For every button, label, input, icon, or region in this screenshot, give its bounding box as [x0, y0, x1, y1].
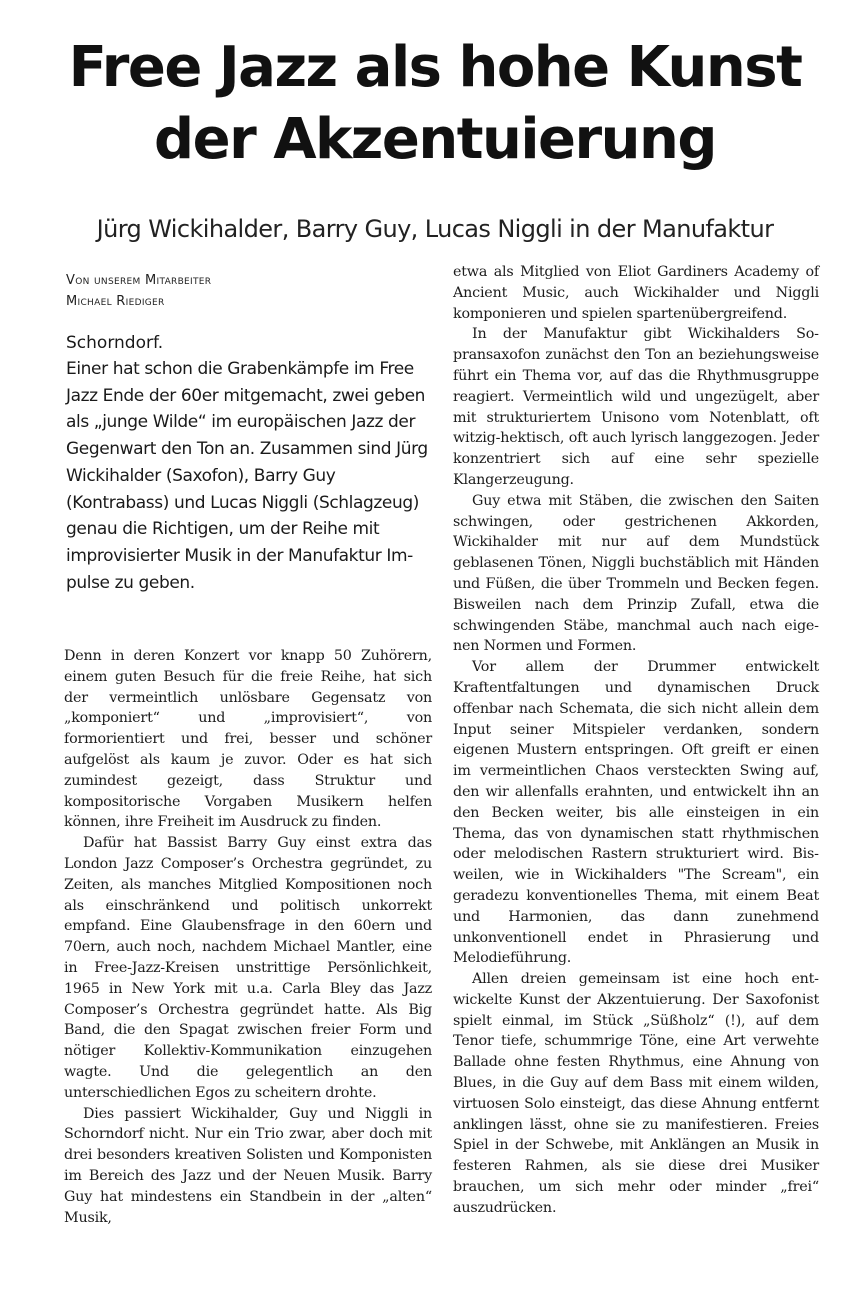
body-paragraph: Dafür hat Bassist Barry Guy einst extra das London Jazz Composer’s Orchestra gegründet, zu Zeiten, als manches Mitglied Kompositionen noch als einschränkend und politisch unkorrekt empfand. Eine Glaubensfrage in den 60ern und 70ern, auch noch, nachdem Michael Mantler, eine in Free-Jazz-Kreisen unstrittige Persönlichkeit, 1965 in New York mit u.a. Carla Bley das Jazz Composer’s Orchestra gegründet hatte. Als Big Band, die den Spagat zwischen freier Form und nötiger Kollektiv-Kommunikation einzugehen wagte. Und die gelegentlich an den unterschiedlichen Egos zu scheitern drohte. [64, 835, 432, 1101]
body-paragraph: Vor allem der Drummer entwickelt Kraftentfaltungen und dynamischen Druck offenbar nach Schemata, die sich nicht allein dem Input seiner Mitspieler verdanken, sondern eigenen Mustern entspringen. Oft greift er einen im vermeintlichen Chaos versteckten Swing auf, den wir allenfalls erahnten, und entwickelt ihn an den Becken weiter, bis alle einsteigen in ein Thema, das von dynamischen statt rhythmischen oder melodischen Rastern strukturiert wird. Bisweilen, wie in Wickihalders "The Scream", ein geradezu konventionelles Thema, mit einem Beat und Harmonien, das dann zunehmend unkonventionell endet in Phrasierung und Melodieführung. [453, 659, 819, 967]
body-column-right [453, 262, 819, 1219]
article-headline [40, 32, 830, 176]
byline-line-1: Von unserem Mitarbeiter [66, 273, 212, 288]
body-paragraph: Allen dreien gemeinsam ist eine hoch entwickelte Kunst der Akzentuierung. Der Saxofonist spielt einmal, im Stück „Süßholz“ (!), auf dem Tenor tiefe, schummrige Töne, eine Art verwehte Ballade ohne festen Rhythmus, eine Ahnung von Blues, in die Guy auf dem Bass mit einem wilden, virtuosen Solo einsteigt, das diese Ahnung entfernt anklingen lässt, ohne sie zu manifestieren. Freies Spiel in der Schwebe, mit Anklängen an Musik in festeren Rahmen, als sie diese drei Musiker brauchen, um sich mehr oder minder „frei“ auszudrücken. [453, 971, 819, 1216]
dateline: Schorndorf. [66, 333, 164, 353]
body-paragraph: Guy etwa mit Stäben, die zwischen den Saiten schwingen, oder gestrichenen Akkorden, Wickihalder mit nur auf dem Mundstück geblasenen Tönen, Niggli buchstäblich mit Händen und Füßen, die über Trommeln und Becken fegen. Bisweilen nach dem Prinzip Zufall, etwa die schwingenden Stäbe, manchmal auch nach eigenen Normen und Formen. [453, 492, 819, 655]
body-paragraph: Dies passiert Wickihalder, Guy und Niggli in Schorndorf nicht. Nur ein Trio zwar, aber doch mit drei besonders kreativen Solisten und Komponisten im Bereich des Jazz und der Neuen Musik. Barry Guy hat mindestens ein Standbein in der „alten“ Musik, [64, 1105, 432, 1226]
body-paragraph: In der Manufaktur gibt Wickihalders Sopransaxofon zunächst den Ton an beziehungsweise führt ein Thema vor, auf das die Rhythmusgruppe reagiert. Vermeintlich wild und ungezügelt, aber mit strukturiertem Unisono vom Notenblatt, oft witzig-hektisch, oft auch lyrisch langgezogen. Jeder konzentriert sich auf eine sehr spezielle Klangerzeugung. [453, 326, 819, 488]
byline [66, 270, 426, 312]
byline-author: Michael Riediger [66, 294, 165, 309]
article-subheadline: Jürg Wickihalder, Barry Guy, Lucas Niggli in der Manufaktur [96, 215, 774, 243]
body-paragraph: etwa als Mitglied von Eliot Gardiners Academy of Ancient Music, auch Wickihalder und Niggli komponieren und spielen spartenübergreifend. [453, 264, 819, 322]
lead-paragraph: Einer hat schon die Grabenkämpfe im Free Jazz Ende der 60er mitgemacht, zwei geben als „junge Wilde“ im europäischen Jazz der Gegenwart den Ton an. Zusammen sind Jürg Wickihalder (Saxofon), Barry Guy (Kontrabass) und Lucas Niggli (Schlagzeug) genau die Richtigen, um der Reihe mit improvisierter Musik in der Manufaktur Impulse zu geben. [66, 359, 428, 593]
headline-line-2: der Akzentuierung [154, 107, 716, 172]
body-column-left [64, 646, 432, 1228]
headline-line-1: Free Jazz als hohe Kunst [68, 35, 802, 100]
body-paragraph: Denn in deren Konzert vor knapp 50 Zuhörern, einem guten Besuch für die freie Reihe, hat sich der vermeintlich unlösbare Gegensatz von „komponiert“ und „improvisiert“, von formorientiert und frei, besser und schöner aufgelöst als kaum je zuvor. Oder es hat sich zumindest gezeigt, dass Struktur und kompositorische Vorgaben Musikern helfen können, ihre Freiheit im Ausdruck zu finden. [64, 648, 432, 831]
